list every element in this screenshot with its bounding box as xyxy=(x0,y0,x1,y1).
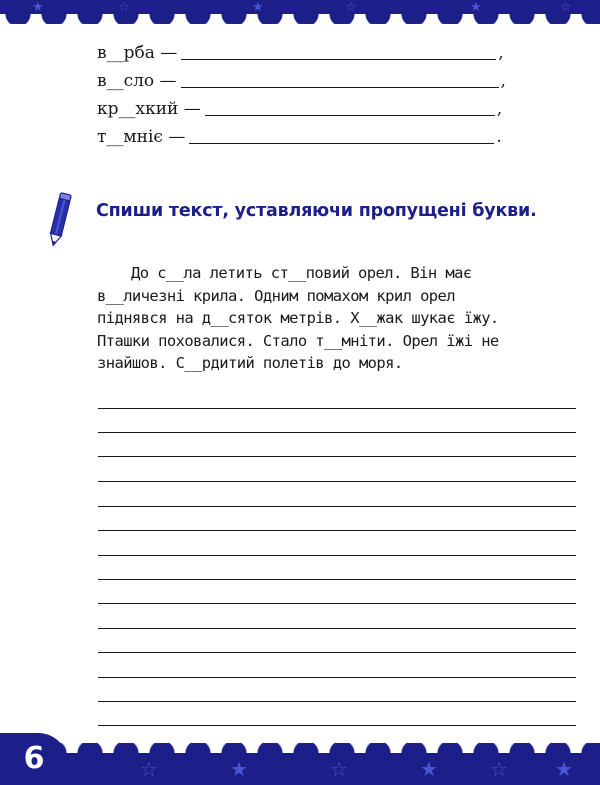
top-scallop-border xyxy=(0,14,600,24)
exercise-word: в__рба — xyxy=(97,43,178,63)
star-decoration-icon: ★ xyxy=(470,0,482,15)
exercise-word: кр__хкий — xyxy=(97,99,201,119)
star-decoration-icon: ★ xyxy=(230,757,248,781)
writing-line xyxy=(98,432,576,433)
exercise-row xyxy=(97,40,504,66)
paragraph-line: До с__ла летить ст__повий орел. Він має xyxy=(131,264,472,282)
exercise-punct: . xyxy=(496,127,502,147)
answer-blank xyxy=(189,143,494,144)
exercise-row xyxy=(97,68,506,94)
writing-line xyxy=(98,701,576,702)
star-decoration-icon: ☆ xyxy=(140,757,158,781)
writing-line xyxy=(98,652,576,653)
writing-line xyxy=(98,555,576,556)
writing-line xyxy=(98,408,576,409)
star-decoration-icon: ★ xyxy=(252,0,264,15)
exercise-punct: , xyxy=(496,99,503,119)
answer-blank xyxy=(205,115,495,116)
paragraph-line: піднявся на д__сяток метрів. Х__жак шукає їжу. xyxy=(97,309,499,327)
letter-decoration-icon: ☆ xyxy=(118,0,130,15)
answer-blank xyxy=(181,59,496,60)
star-decoration-icon: ★ xyxy=(555,757,573,781)
exercise-punct: , xyxy=(498,43,504,63)
star-decoration-icon: ☆ xyxy=(490,757,508,781)
writing-line xyxy=(98,481,576,482)
paragraph-line: Пташки поховалися. Стало т__мніти. Орел їжі не xyxy=(97,331,499,350)
star-decoration-icon: ☆ xyxy=(330,757,348,781)
answer-blank xyxy=(181,87,499,88)
exercise-row xyxy=(97,96,502,122)
bottom-decorative-band xyxy=(0,743,600,785)
exercise-word: т__мніє — xyxy=(97,127,186,147)
top-decorative-band xyxy=(0,0,600,24)
writing-line xyxy=(98,628,576,629)
writing-line xyxy=(98,530,576,531)
exercise-paragraph xyxy=(97,262,582,375)
writing-line xyxy=(98,725,576,726)
writing-line xyxy=(98,506,576,507)
star-decoration-icon: ☆ xyxy=(345,0,357,15)
writing-line xyxy=(98,579,576,580)
writing-line xyxy=(98,603,576,604)
paragraph-line: знайшов. С__рдитий полетів до моря. xyxy=(97,354,403,372)
instruction-heading: Спиши текст, уставляючи пропущені букви. xyxy=(96,201,537,221)
star-decoration-icon: ☆ xyxy=(560,0,572,15)
exercise-row xyxy=(97,124,502,150)
exercise-word: в__сло — xyxy=(97,71,177,91)
star-decoration-icon: ★ xyxy=(32,0,44,15)
paragraph-line: в__личезні крила. Одним помахом крил орел xyxy=(97,286,456,305)
writing-line xyxy=(98,677,576,678)
writing-line xyxy=(98,456,576,457)
star-decoration-icon: ★ xyxy=(420,757,438,781)
bottom-scallop-border xyxy=(0,743,600,753)
exercise-punct: , xyxy=(500,71,506,91)
page-number: 6 xyxy=(0,733,68,785)
pencil-icon xyxy=(44,190,74,250)
